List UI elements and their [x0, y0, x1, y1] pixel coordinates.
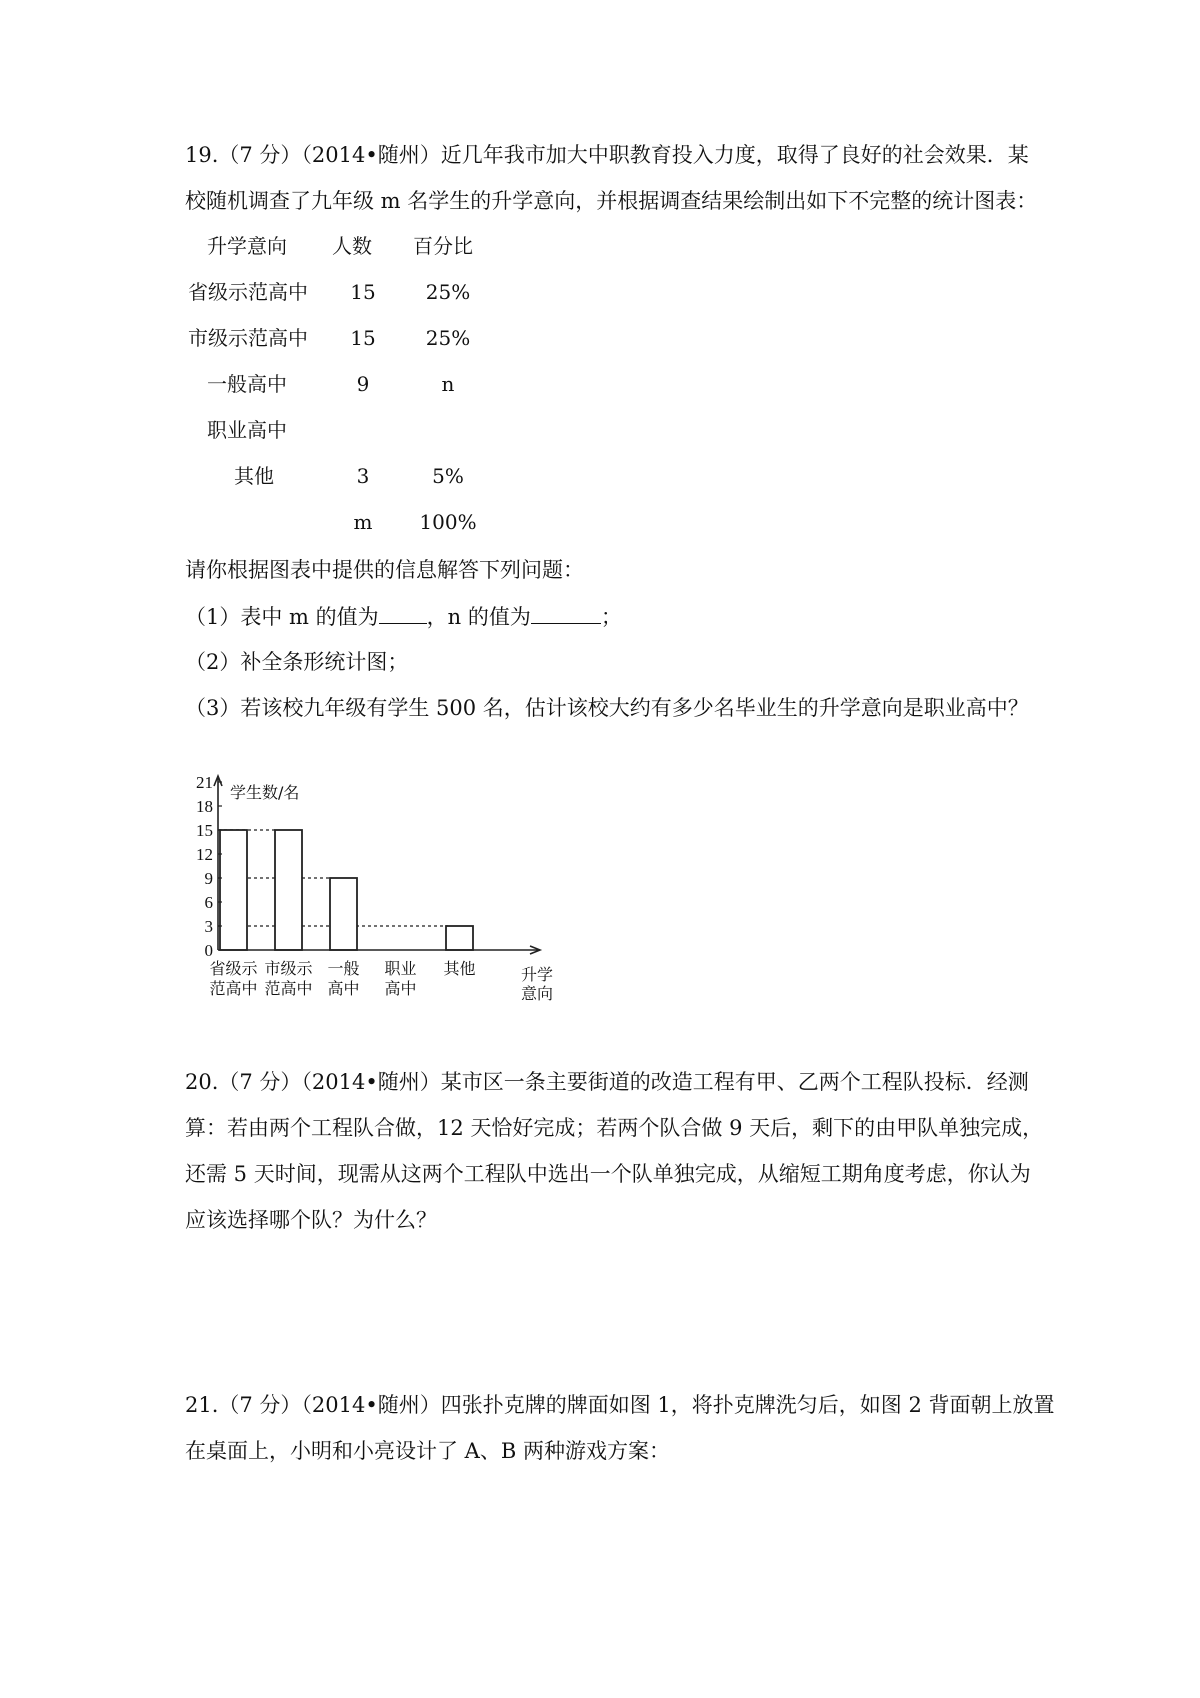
table-header-intent: 升学意向	[207, 234, 287, 258]
category-label: 高中	[384, 979, 417, 998]
table-cell: 100%	[419, 510, 477, 534]
q21-line-1: 21.（7 分）（2014•随州）四张扑克牌的牌面如图 1，将扑克牌洗匀后，如图 2 背面朝上放置	[185, 1393, 1055, 1417]
y-axis-label: 学生数/名	[230, 783, 300, 802]
q19-line-2: 校随机调查了九年级 m 名学生的升学意向，并根据调查结果绘制出如下不完整的统计图表：	[185, 189, 1038, 213]
category-label: 范高中	[209, 979, 258, 998]
table-cell: 3	[356, 464, 370, 488]
category-label: 省级示	[209, 959, 258, 978]
y-tick-label: 0	[204, 941, 213, 960]
y-tick-label: 3	[204, 917, 213, 936]
table-cell: 职业高中	[207, 418, 287, 442]
table-header-count: 人数	[332, 234, 372, 258]
x-axis-label: 升学	[520, 965, 554, 984]
sub1-text-c: ；	[600, 605, 622, 629]
table-cell: 15	[350, 280, 376, 304]
sub1-text-a: （1）表中 m 的值为	[185, 605, 379, 629]
bar	[446, 926, 473, 950]
q19-sub3: （3）若该校九年级有学生 500 名，估计该校大约有多少名毕业生的升学意向是职业高中？	[185, 696, 1029, 720]
category-label: 高中	[327, 979, 360, 998]
category-label: 市级示	[264, 959, 313, 978]
table-cell: m	[353, 510, 373, 534]
q20-line-1: 20.（7 分）（2014•随州）某市区一条主要街道的改造工程有甲、乙两个工程队投标．经测	[185, 1070, 1029, 1094]
table-cell: n	[441, 372, 455, 396]
category-label: 职业	[384, 959, 417, 978]
y-tick-label: 12	[196, 845, 213, 864]
y-tick-label: 18	[196, 797, 213, 816]
y-tick-label: 6	[204, 893, 213, 912]
table-cell: 市级示范高中	[188, 326, 308, 350]
category-label: 范高中	[264, 979, 313, 998]
table-header-percent: 百分比	[413, 234, 473, 258]
q20-line-4: 应该选择哪个队？为什么？	[185, 1208, 437, 1232]
bar	[275, 830, 302, 950]
q21-line-2: 在桌面上，小明和小亮设计了 A、B 两种游戏方案：	[185, 1439, 670, 1463]
y-tick-label: 21	[196, 773, 213, 792]
answer-blank-m[interactable]	[379, 601, 427, 624]
q20-line-2: 算：若由两个工程队合做，12 天恰好完成；若两个队合做 9 天后，剩下的由甲队单独完成，	[185, 1116, 1044, 1140]
category-label: 一般	[327, 959, 360, 978]
q19-sub1	[185, 601, 622, 632]
category-label: 其他	[443, 959, 476, 978]
table-cell: 9	[356, 372, 370, 396]
q19-line-1: 19.（7 分）（2014•随州）近几年我市加大中职教育投入力度，取得了良好的社会效果．某	[185, 143, 1029, 167]
x-axis-label: 意向	[520, 984, 554, 1003]
q20-line-3: 还需 5 天时间，现需从这两个工程队中选出一个队单独完成，从缩短工期角度考虑，你认为	[185, 1162, 1031, 1186]
table-cell: 5%	[432, 464, 464, 488]
table-cell: 15	[350, 326, 376, 350]
table-cell: 25%	[425, 280, 471, 304]
q19-sub2: （2）补全条形统计图；	[185, 650, 409, 674]
table-cell: 省级示范高中	[188, 280, 308, 304]
y-tick-label: 15	[196, 821, 213, 840]
bar	[220, 830, 247, 950]
table-cell: 25%	[425, 326, 471, 350]
q19-prompt: 请你根据图表中提供的信息解答下列问题：	[185, 558, 584, 582]
table-cell: 其他	[234, 464, 274, 488]
table-cell: 一般高中	[207, 372, 287, 396]
bar-chart	[180, 770, 620, 1040]
bar	[330, 878, 357, 950]
y-tick-label: 9	[204, 869, 213, 888]
answer-blank-n[interactable]	[531, 601, 601, 624]
sub1-text-b: ，n 的值为	[426, 605, 531, 629]
